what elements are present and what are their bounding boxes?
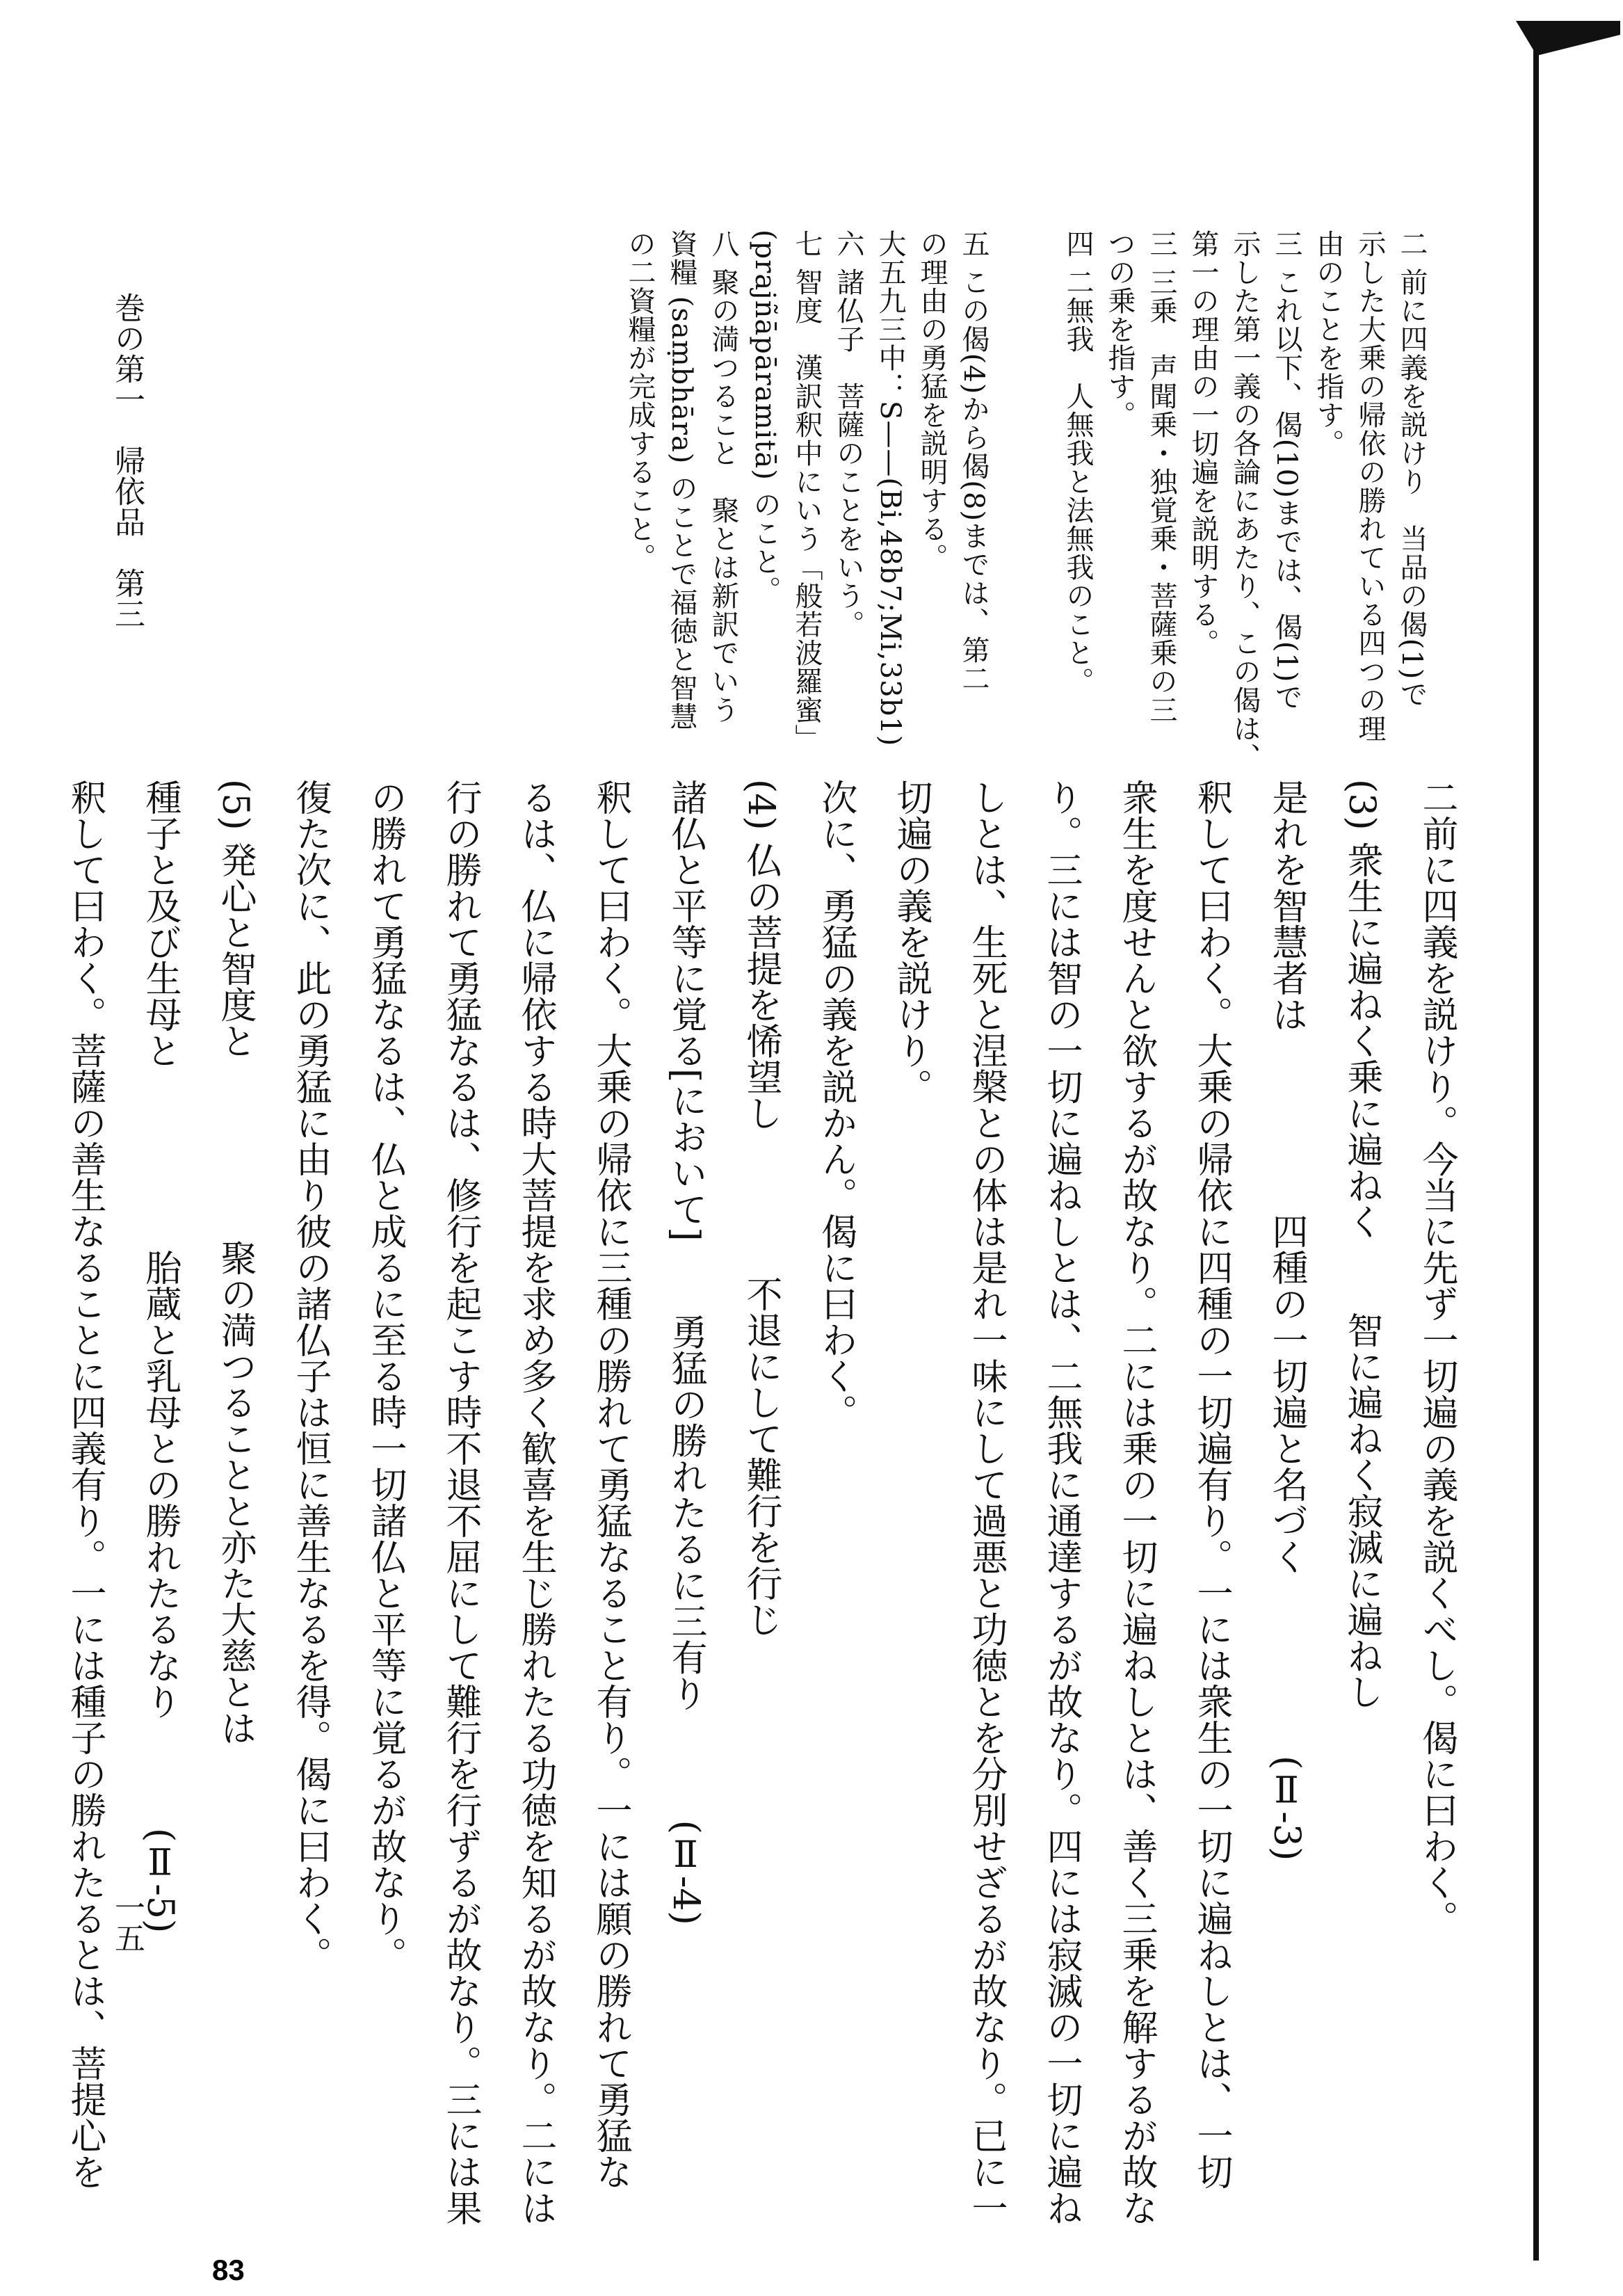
note-line: 三 三乗 声聞乗・独覚乗・菩薩乗の三 [1145, 230, 1177, 724]
note-line: (prajñāpāramitā) のこと。 [749, 230, 781, 604]
main-text-line: 次に、勇猛の義を説かん。偈に曰わく。 [815, 779, 857, 1430]
note-line: 八 聚の満つること 聚とは新訳でいう [707, 230, 739, 724]
note-line: 二 前に四義を説けり 当品の偈(1)で [1396, 230, 1428, 709]
page-kanji-number: 一五 [109, 1892, 145, 1953]
note-line: の二資糧が完成すること。 [624, 230, 656, 572]
note-line: 五 この偈(4)から偈(8)までは、第二 [958, 230, 990, 693]
main-text-line: (3) 衆生に遍ねく乗に遍ねく 智に遍ねく寂滅に遍ねし [1341, 779, 1382, 1710]
running-header: 巻の第一 帰依品 第三 [109, 292, 145, 629]
main-text-line: 諸仏と平等に覚る[において] 勇猛の勝れたるに三有り (Ⅱ-4) [665, 779, 706, 1925]
main-text-line: (5) 発心と智度と 聚の満つることと亦た大慈とは [214, 779, 256, 1747]
note-line: 大五九三中：S——(Bi,48b7;Mi,33b1) [874, 230, 906, 747]
main-text-line: り。三には智の一切に遍ねしとは、二無我に通達するが故なり。四には寂滅の一切に遍ね [1040, 779, 1082, 2226]
binding-shadow [1516, 21, 1620, 56]
note-line: 第一の理由の一切遍を説明する。 [1187, 230, 1219, 657]
main-text-line: 衆生を度せんと欲するが故なり。二には乗の一切に遍ねしとは、善く三乗を解するが故な [1115, 779, 1157, 2226]
page-number: 83 [212, 2254, 245, 2286]
main-text-line: 切遍の義を説けり。 [890, 779, 932, 1105]
main-text-line: 種子と及び生母と 胎蔵と乳母との勝れたるなり (Ⅱ-5) [139, 779, 181, 1934]
note-line: 示した大乗の帰依の勝れている四つの理 [1354, 230, 1386, 743]
note-line: 四 二無我 人無我と法無我のこと。 [1062, 230, 1094, 696]
note-line: 七 智度 漢訳釈中にいう「般若波羅蜜」 [791, 230, 823, 753]
note-line: 資糧 (saṃbhāra) のことで福徳と智慧 [665, 230, 697, 731]
note-line: の理由の勇猛を説明する。 [916, 230, 948, 572]
main-text-line: 釈して曰わく。大乗の帰依に四種の一切遍有り。一には衆生の一切に遍ねしとは、一切 [1190, 779, 1232, 2190]
note-line: 由のことを指す。 [1312, 230, 1344, 458]
main-text-line: の勝れて勇猛なるは、仏と成るに至る時一切諸仏と平等に覚るが故なり。 [364, 779, 406, 1973]
note-line: 示した第一義の各論にあたり、この偈は、 [1229, 230, 1261, 771]
binding-edge [1533, 28, 1539, 2261]
main-text-line: 釈して曰わく。菩薩の善生なることに四義有り。一には種子の勝れたるとは、菩提心を [64, 779, 106, 2190]
note-line: 三 これ以下、偈(10)までは、偈(1)で [1270, 230, 1302, 712]
main-text-line: 是れを智慧者は 四種の一切遍と名づく (Ⅱ-3) [1266, 779, 1307, 1861]
main-text-line: しとは、生死と涅槃との体は是れ一味にして過悪と功徳とを分別せざるが故なり。已に一 [965, 779, 1007, 2226]
main-text-line: るは、仏に帰依する時大菩提を求め多く歓喜を生じ勝れたる功徳を知るが故なり。二には [515, 779, 556, 2226]
main-text-line: 復た次に、此の勇猛に由り彼の諸仏子は恒に善生なるを得。偈に曰わく。 [289, 779, 331, 1973]
note-line: つの乗を指す。 [1104, 230, 1136, 429]
main-text-line: 二前に四義を説けり。今当に先ず一切遍の義を説くべし。偈に曰わく。 [1416, 779, 1458, 1936]
main-text-line: 釈して曰わく。大乗の帰依に三種の勝れて勇猛なること有り。一には願の勝れて勇猛な [590, 779, 631, 2190]
note-line: 六 諸仏子 菩薩のことをいう。 [832, 230, 864, 639]
main-text-line: (4) 仏の菩提を悕望し 不退にして難行を行じ [740, 779, 782, 1638]
main-text-line: 行の勝れて勇猛なるは、修行を起こす時不退不屈にして難行を行ずるが故なり。三には果 [439, 779, 481, 2226]
